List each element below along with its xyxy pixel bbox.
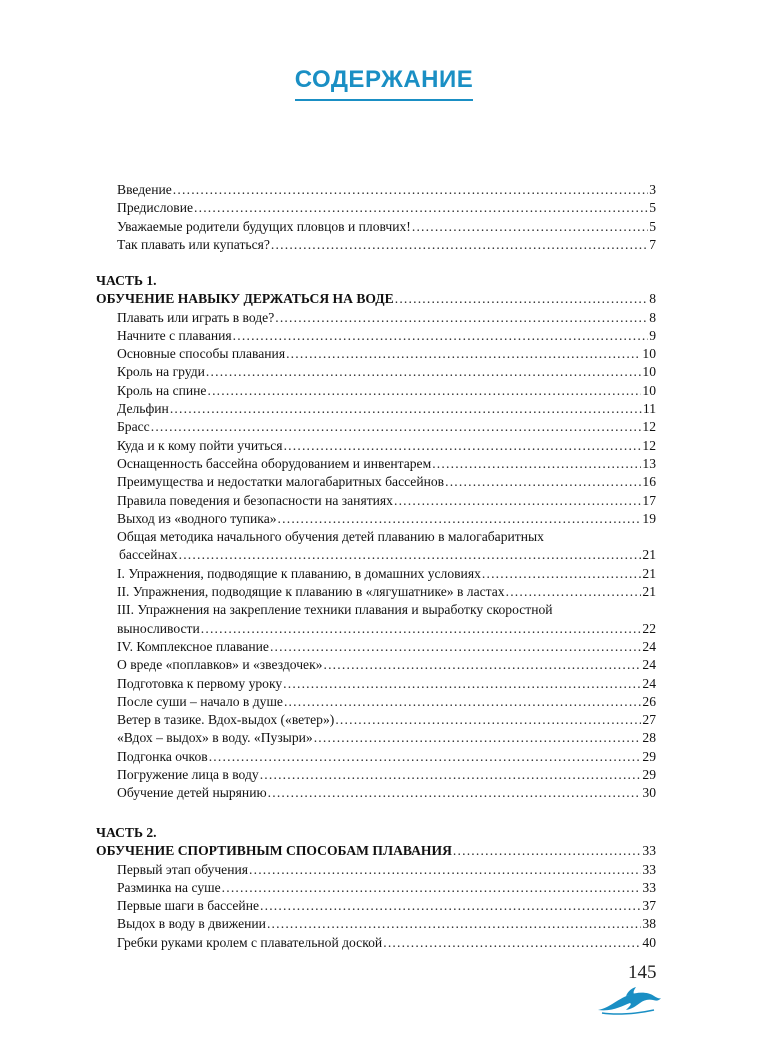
toc-entry[interactable] [96,455,656,473]
toc-entry[interactable] [96,345,656,363]
toc-entry[interactable] [96,363,656,381]
toc-entry-label: Выход из «водного тупика» [117,510,277,526]
toc-entry-page: 5 [649,200,656,216]
toc-entry-label: Подгонка очков [117,748,208,764]
toc-intro [96,181,656,254]
toc-entry-label: Погружение лица в воду [117,767,259,783]
toc-entry-page: 26 [642,693,656,709]
toc-entry-label: Правила поведения и безопасности на занятиях [117,492,393,508]
toc-entry-label: Куда и к кому пойти учиться [117,437,283,453]
page-number: 145 [628,962,657,983]
toc-entry-page: 8 [649,291,656,307]
dolphin-icon [596,986,662,1016]
leader-dots [453,842,642,860]
toc-part-1 [96,272,656,803]
toc-entry-page: 8 [649,309,656,325]
leader-dots [323,656,641,674]
leader-dots [278,510,642,528]
toc-entry[interactable] [96,729,656,747]
toc-entry-label: Плавать или играть в воде? [117,309,275,325]
toc-entry-page: 24 [642,638,656,654]
toc-entry-label: Обучение детей нырянию [117,785,267,801]
toc-entry-page: 29 [642,748,656,764]
leader-dots [249,861,641,879]
toc-entry-page: 11 [642,401,656,417]
leader-dots [260,766,642,784]
leader-dots [383,934,641,952]
leader-dots [284,437,642,455]
leader-dots [314,729,642,747]
leader-dots [394,492,641,510]
toc-entry-page: 10 [642,382,656,398]
leader-dots [151,418,642,436]
toc-entry[interactable] [96,897,656,915]
part-title-entry[interactable] [96,842,656,860]
toc-entry-page: 33 [642,861,656,877]
toc-entry[interactable] [96,510,656,528]
toc-entry[interactable] [96,473,656,491]
toc-entry-page: 21 [642,547,656,563]
toc-entry-label: Первый этап обучения [117,861,249,877]
leader-dots [284,693,641,711]
toc-entry-label: После суши – начало в душе [117,693,283,709]
leader-dots [270,638,641,656]
toc-entry-label: Начните с плавания [117,327,232,343]
leader-dots [173,181,648,199]
toc-entry[interactable] [96,181,656,199]
toc-entry[interactable] [96,546,656,564]
leader-dots [283,675,641,693]
toc-entry[interactable] [96,879,656,897]
part-heading: ЧАСТЬ 2. [96,825,157,840]
toc-entry-label: О вреде «поплавков» и «звездочек» [117,657,323,673]
toc-entry-page: 38 [642,916,656,932]
toc-entry[interactable] [96,693,656,711]
leader-dots [286,345,641,363]
toc-entry[interactable] [96,656,656,674]
toc-entry-page: 37 [642,898,656,914]
toc-entry-label: IV. Комплексное плавание [117,638,269,654]
toc-entry-page: 33 [642,843,656,859]
toc-entry-page: 30 [642,785,656,801]
toc-entry-label: Гребки руками кролем с плавательной доской [117,934,383,950]
toc-entry[interactable] [96,620,656,638]
toc-entry[interactable] [96,382,656,400]
leader-dots [275,309,648,327]
leader-dots [206,363,642,381]
toc-entry[interactable] [96,199,656,217]
toc-entry-page: 7 [649,236,656,252]
toc-entry[interactable] [96,236,656,254]
toc-entry[interactable] [96,218,656,236]
toc-entry-label: Преимущества и недостатки малогабаритных бассейнов [117,474,445,490]
toc-entry-page: 21 [642,565,656,581]
toc-entry[interactable] [96,675,656,693]
toc-entry-label: Первые шаги в бассейне [117,898,259,914]
toc-entry-page: 24 [642,657,656,673]
leader-dots [209,748,642,766]
toc-entry-page: 22 [642,620,656,636]
toc-entry-page: 19 [642,510,656,526]
leader-dots [207,382,641,400]
toc-entry[interactable] [96,327,656,345]
toc-entry[interactable] [96,565,656,583]
leader-dots [194,199,648,217]
part-heading: ЧАСТЬ 1. [96,273,157,288]
toc-entry-page: 5 [649,218,656,234]
toc-entry-label: Оснащенность бассейна оборудованием и инвентарем [117,455,432,471]
toc-entry-label: II. Упражнения, подводящие к плаванию в «лягушатнике» в ластах [117,584,505,600]
toc-entry-label: Введение [117,182,172,197]
toc-entry-page: 3 [649,182,656,197]
leader-dots [271,236,648,254]
toc-entry[interactable] [96,492,656,510]
toc-entry[interactable] [96,934,656,952]
toc-entry-label: Брасс [117,419,150,435]
toc-entry[interactable] [96,437,656,455]
leader-dots [395,290,648,308]
part-title-label: ОБУЧЕНИЕ НАВЫКУ ДЕРЖАТЬСЯ НА ВОДЕ [96,291,394,307]
toc-entry[interactable] [96,861,656,879]
toc-entry[interactable] [96,400,656,418]
toc-entry-page: 33 [642,879,656,895]
leader-dots [222,879,642,897]
toc-entry-line[interactable]: III. Упражнения на закрепление техники плавания и выработку скоростной [117,602,553,618]
toc-entry-label: Кроль на груди [117,364,205,380]
toc-entry[interactable] [96,748,656,766]
part-title-label: ОБУЧЕНИЕ СПОРТИВНЫМ СПОСОБАМ ПЛАВАНИЯ [96,843,452,859]
leader-dots [445,473,641,491]
leader-dots [506,583,642,601]
toc-entry[interactable] [96,418,656,436]
toc-entry[interactable] [96,583,656,601]
toc-entry-label: Подготовка к первому уроку [117,675,283,691]
leader-dots [179,546,642,564]
toc-entry-page: 28 [642,730,656,746]
page-title: СОДЕРЖАНИЕ [295,66,474,101]
toc-entry[interactable] [96,766,656,784]
toc-entry[interactable] [96,915,656,933]
toc-entry-page: 16 [642,474,656,490]
toc-entry-label: I. Упражнения, подводящие к плаванию, в домашних условиях [117,565,481,581]
toc-entry-label: «Вдох – выдох» в воду. «Пузыри» [117,730,313,746]
toc-entry-page: 27 [642,712,656,728]
leader-dots [233,327,649,345]
leader-dots [335,711,641,729]
toc-entry[interactable] [96,784,656,802]
leader-dots [268,784,642,802]
toc-entry-label: выносливости [117,620,200,636]
toc-entry-label: бассейнах [119,547,178,563]
toc-entry-page: 12 [642,437,656,453]
toc-entry-label: Ветер в тазике. Вдох-выдох («ветер») [117,712,335,728]
toc-entry-label: Кроль на спине [117,382,207,398]
toc-entry-label: Уважаемые родители будущих пловцов и пловчих! [117,218,411,234]
leader-dots [170,400,642,418]
leader-dots [412,218,648,236]
leader-dots [201,620,642,638]
toc-entry-page: 21 [642,584,656,600]
toc-entry-page: 17 [642,492,656,508]
toc-entry-page: 9 [649,327,656,343]
toc-entry-page: 24 [642,675,656,691]
toc-entry-label: Дельфин [117,401,169,417]
toc-entry-label: Разминка на суше [117,879,221,895]
toc-entry-page: 12 [642,419,656,435]
toc-entry-page: 13 [642,455,656,471]
leader-dots [482,565,642,583]
leader-dots [267,915,641,933]
part-title-entry[interactable] [96,290,656,308]
toc-entry-label: Основные способы плавания [117,346,286,362]
title-wrap [0,66,768,101]
toc-entry-label: Выдох в воду в движении [117,916,266,932]
toc-entry[interactable] [96,309,656,327]
toc-entry-label: Предисловие [117,200,194,216]
toc-entry-page: 40 [642,934,656,950]
leader-dots [260,897,641,915]
toc-entry-page: 10 [642,364,656,380]
toc-entry[interactable] [96,638,656,656]
toc-part-2 [96,824,656,952]
toc-entry-line[interactable]: Общая методика начального обучения детей плаванию в малогабаритных [117,529,544,545]
toc-entry-label: Так плавать или купаться? [117,236,270,252]
toc-entry[interactable] [96,711,656,729]
leader-dots [432,455,641,473]
toc-entry-page: 10 [642,346,656,362]
toc-entry-page: 29 [642,767,656,783]
